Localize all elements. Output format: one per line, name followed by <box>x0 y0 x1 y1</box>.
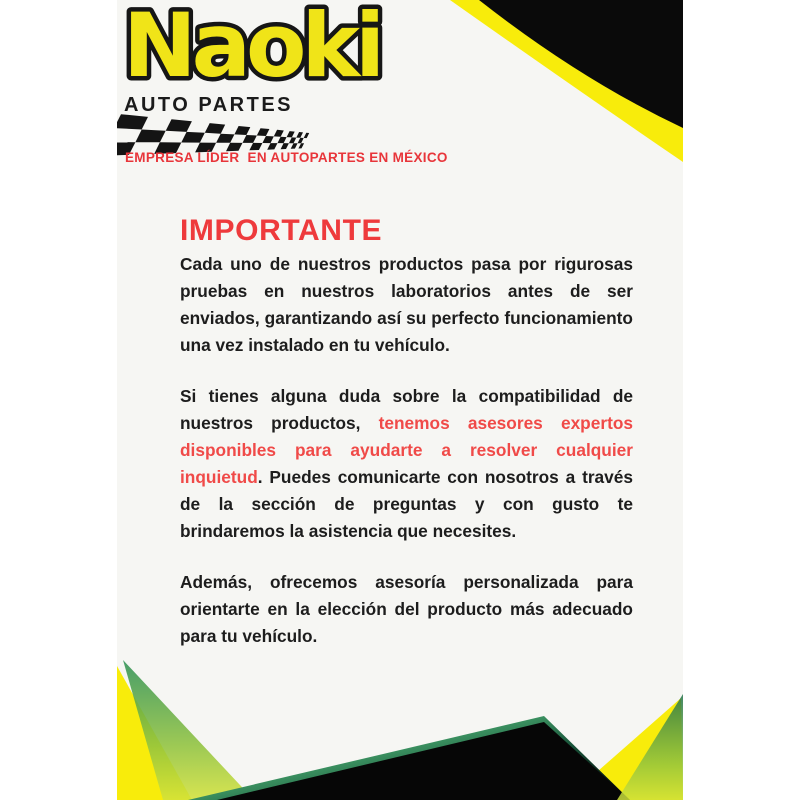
naoki-logo <box>119 0 419 96</box>
paragraph-support-highlight: tenemos asesores expertos disponibles para ayudarte a resolver cualquier inquietud <box>180 413 633 487</box>
flyer-poster <box>117 0 683 800</box>
pyramid-green-face <box>188 716 630 800</box>
yellow-curve-band <box>450 0 683 162</box>
paragraph-quality: Cada uno de nuestros productos pasa por rigurosas pruebas en nuestros laboratorios antes de ser enviados, garantizando así su perfecto funcionamiento una vez instalado en tu vehículo. <box>180 254 633 355</box>
brand-tagline: EMPRESA LÍDER EN AUTOPARTES EN MÉXICO <box>125 150 448 165</box>
paragraph-support-part1: Si tienes alguna duda sobre la compatibilidad de nuestros productos, <box>180 386 633 433</box>
paragraph-support-part3: . Puedes comunicarte con nosotros a través de la sección de preguntas y con gusto te brindaremos la asistencia que necesites. <box>180 467 633 541</box>
right-green-triangle <box>617 694 683 800</box>
body-copy <box>180 251 633 674</box>
pyramid-black-face <box>217 722 630 800</box>
logo-subtitle: AUTO PARTES <box>124 94 293 116</box>
left-green-triangle <box>123 660 254 800</box>
brand-header <box>119 0 479 165</box>
left-yellow-triangle <box>117 666 192 800</box>
right-yellow-triangle <box>565 698 683 800</box>
paragraph-support <box>180 383 633 545</box>
paragraph-advice: Además, ofrecemos asesoría personalizada para orientarte en la elección del producto más adecuado para tu vehículo. <box>180 572 633 646</box>
bottom-decoration <box>117 660 683 800</box>
page-title: IMPORTANTE <box>180 214 383 248</box>
naoki-logo-text: Naoki <box>123 0 381 97</box>
black-corner-shape <box>479 0 683 128</box>
